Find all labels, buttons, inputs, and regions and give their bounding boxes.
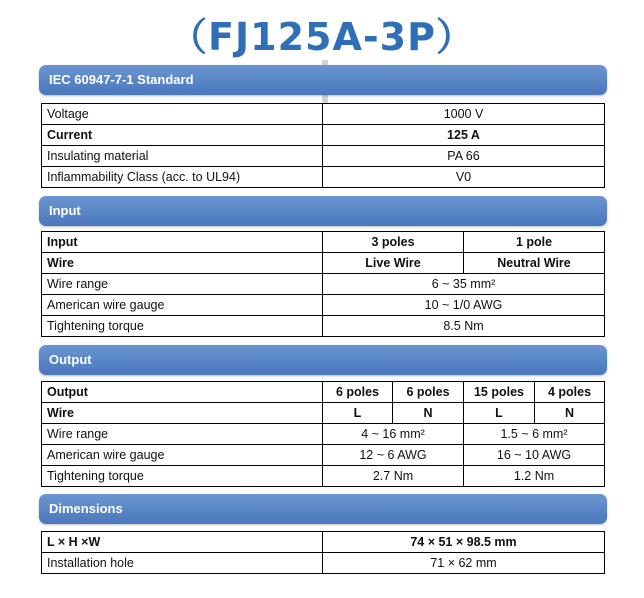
- spec-value: 71 × 62 mm: [323, 553, 605, 574]
- header-cell: Neutral Wire: [464, 253, 605, 274]
- table-row: [42, 232, 605, 253]
- spec-label: American wire gauge: [42, 295, 323, 316]
- header-cell: 6 poles: [323, 382, 393, 403]
- header-cell: L: [323, 403, 393, 424]
- spec-value: 1000 V: [323, 104, 605, 125]
- table-row: [42, 167, 605, 188]
- section-header-output: Output: [39, 345, 607, 375]
- spec-value: 16 ~ 10 AWG: [464, 445, 605, 466]
- table-row: [42, 424, 605, 445]
- spec-value: 6 ~ 35 mm²: [323, 274, 605, 295]
- spec-label: Voltage: [42, 104, 323, 125]
- table-row: [42, 104, 605, 125]
- header-cell: 1 pole: [464, 232, 605, 253]
- spec-label: Tightening torque: [42, 466, 323, 487]
- spec-value: 12 ~ 6 AWG: [323, 445, 464, 466]
- header-cell: N: [535, 403, 605, 424]
- table-row: [42, 125, 605, 146]
- spec-value: 8.5 Nm: [323, 316, 605, 337]
- section-header-standard: IEC 60947-7-1 Standard: [39, 65, 607, 95]
- table-row: [42, 253, 605, 274]
- header-cell: Wire: [42, 403, 323, 424]
- table-row: [42, 532, 605, 553]
- spec-label: American wire gauge: [42, 445, 323, 466]
- spec-value: 4 ~ 16 mm²: [323, 424, 464, 445]
- page-title: （FJ125A-3P）: [169, 15, 475, 59]
- spec-value: 10 ~ 1/0 AWG: [323, 295, 605, 316]
- header-cell: L: [464, 403, 535, 424]
- spec-label: Insulating material: [42, 146, 323, 167]
- dimensions-table: [41, 531, 605, 574]
- spec-value: 2.7 Nm: [323, 466, 464, 487]
- header-cell: 15 poles: [464, 382, 535, 403]
- header-cell: Wire: [42, 253, 323, 274]
- table-row: [42, 403, 605, 424]
- section-header-dimensions: Dimensions: [39, 494, 607, 524]
- spec-value: 74 × 51 × 98.5 mm: [323, 532, 605, 553]
- spec-value: PA 66: [323, 146, 605, 167]
- spec-value: 125 A: [323, 125, 605, 146]
- header-cell: 6 poles: [393, 382, 464, 403]
- spec-value: V0: [323, 167, 605, 188]
- table-row: [42, 316, 605, 337]
- header-cell: Input: [42, 232, 323, 253]
- header-cell: Live Wire: [323, 253, 464, 274]
- spec-label: Installation hole: [42, 553, 323, 574]
- spec-label: Wire range: [42, 274, 323, 295]
- spec-label: Wire range: [42, 424, 323, 445]
- table-row: [42, 382, 605, 403]
- spec-label: Current: [42, 125, 323, 146]
- table-row: [42, 295, 605, 316]
- header-cell: N: [393, 403, 464, 424]
- table-row: [42, 553, 605, 574]
- table-row: [42, 146, 605, 167]
- spec-label: L × H ×W: [42, 532, 323, 553]
- table-row: [42, 466, 605, 487]
- spec-label: Inflammability Class (acc. to UL94): [42, 167, 323, 188]
- header-cell: 4 poles: [535, 382, 605, 403]
- header-cell: Output: [42, 382, 323, 403]
- table-row: [42, 274, 605, 295]
- section-header-input: Input: [39, 196, 607, 226]
- standard-table: [41, 103, 605, 188]
- output-table: [41, 381, 605, 487]
- header-cell: 3 poles: [323, 232, 464, 253]
- spec-label: Tightening torque: [42, 316, 323, 337]
- table-row: [42, 445, 605, 466]
- spec-value: 1.5 ~ 6 mm²: [464, 424, 605, 445]
- spec-value: 1.2 Nm: [464, 466, 605, 487]
- input-table: [41, 231, 605, 337]
